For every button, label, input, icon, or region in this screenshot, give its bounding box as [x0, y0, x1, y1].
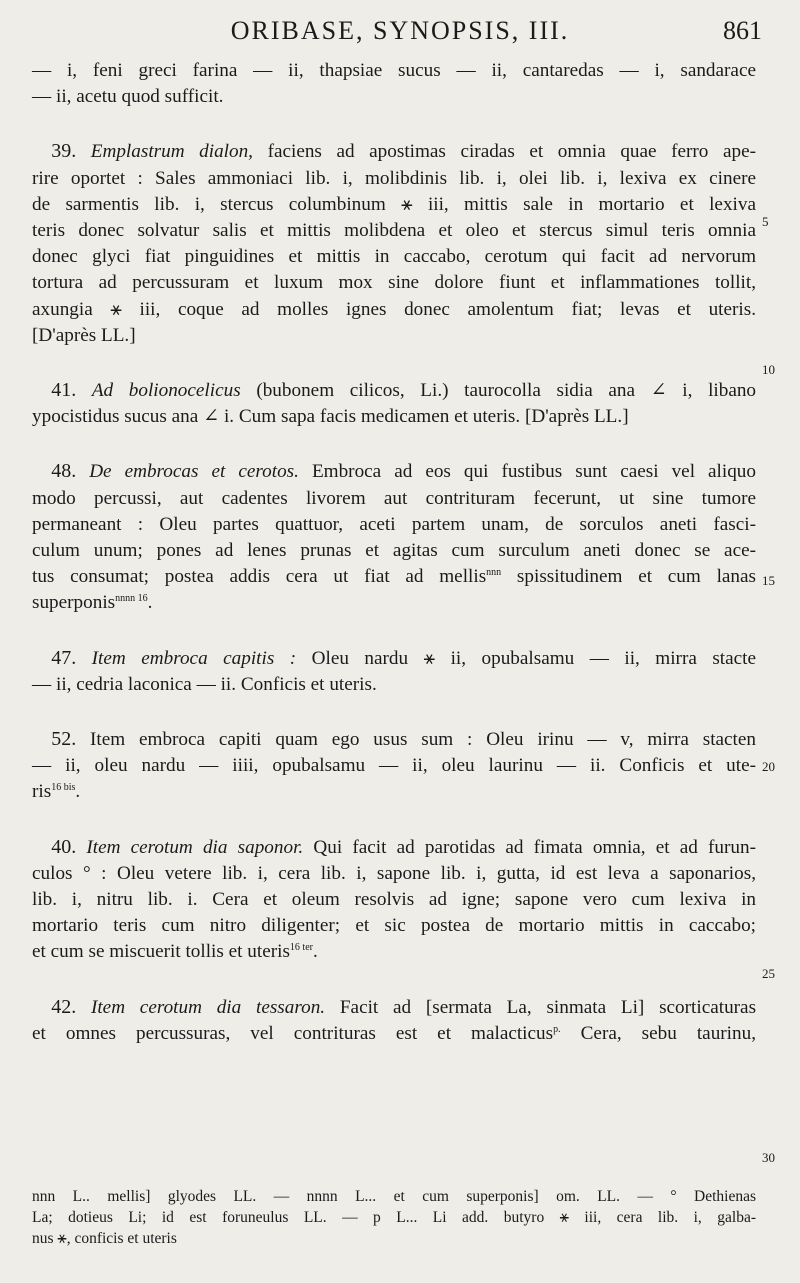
line-number: 5 [762, 214, 769, 229]
recipe-number: 39. [51, 140, 77, 163]
recipe-title: Item cerotum dia saponor. [86, 836, 304, 858]
text-line: teris donec solvatur salis et mittis molibdena et oleo et stercus simul teris omnia [32, 220, 756, 242]
text-line: rire oportet : Sales ammoniaci lib. i, molibdinis lib. i, olei lib. i, lexiva ex cinere [32, 167, 756, 189]
text-line: [D'après LL.] [32, 324, 136, 346]
text-line: spissitudinem et cum lanas [516, 566, 756, 588]
recipe-41 [32, 377, 756, 430]
recipe-number: 40. [51, 835, 77, 858]
recipe-52: 52. Item embroca capiti quam ego usus sum : Oleu irinu — v, mirra stacten — ii, oleu nardu — iiii, opubalsamu — ii, oleu laurinu — ii. Conficis et ute- ris$^{16 bis}$. [32, 728, 757, 803]
text-line: culos ° : Oleu vetere lib. i, cera lib. i, sapone lib. i, gutta, id est leva a saponarios, [32, 862, 756, 884]
text-line: et cum se miscuerit tollis et uteris [32, 941, 290, 963]
footnote-ref: p. [553, 1023, 561, 1035]
page-header [0, 14, 800, 50]
recipe-title: Emplastrum dialon, [90, 141, 253, 163]
footnote-ref: nnn [486, 567, 502, 579]
text-line: faciens ad apostimas ciradas et omnia quae ferro ape- [267, 141, 756, 163]
footnote-line: nus ⚹, conficis et uteris [32, 1230, 177, 1247]
running-title: ORIBASE, SYNOPSIS, III. [230, 16, 570, 45]
text-line: Oleu nardu ⚹ ii, opubalsamu — ii, mirra stacte [311, 647, 757, 669]
recipe-40: 40. Item cerotum dia saponor. Qui facit ad parotidas ad fimata omnia, et ad furun- culos ° : Oleu vetere lib. i, cera lib. i, sapone lib. i, gutta, id est leva a saponarios, lib. i, nitru lib. i. Cera et oleum resolvis ad igne; sapone vero cum lexiva in mortario teris cum nitro diligenter; et sic postea de mortario mittis in caccabo; et cum se miscuerit tollis et uteris$^{16 ter}$. [32, 835, 756, 963]
text-line: — i, feni greci farina — ii, thapsiae sucus — ii, cantaredas — i, sandarace [32, 60, 756, 81]
text-line: et omnes percussuras, vel contrituras est et malacticus [32, 1022, 554, 1044]
page-number: 861 [723, 16, 762, 45]
text-body [32, 58, 756, 1047]
line-number: 15 [762, 573, 775, 588]
recipe-number: 52. [51, 728, 77, 751]
text-line: — ii, oleu nardu — iiii, opubalsamu — ii, oleu laurinu — ii. Conficis et ute- [32, 755, 756, 777]
footnote-ref: nnnn 16 [115, 593, 148, 605]
line-number: 25 [762, 966, 775, 981]
text-line: permaneant : Oleu partes quattuor, aceti partem unam, de sorculos aneti fasci- [32, 513, 756, 535]
text-line: axungia ⚹ iii, coque ad molles ignes donec amolentum fiat; levas et uteris. [32, 298, 756, 320]
text-line: culum unum; pones ad lenes prunas et agitas cum surculum aneti donec se ace- [32, 540, 756, 562]
text-line: ypocistidus sucus ana ∠ i. Cum sapa facis medicamen et uteris. [D'après LL.] [32, 406, 629, 428]
text-line: Cera, sebu taurinu, [580, 1022, 756, 1044]
recipe-39 [32, 138, 756, 349]
recipe-number: 42. [51, 995, 77, 1018]
text-line: modo percussi, aut cadentes livorem aut contrituram fecerunt, ut sine tumore [32, 487, 756, 509]
text-line: Facit ad [sermata La, sinmata Li] scorticaturas [339, 996, 757, 1018]
footnote-line: La; dotieus Li; id est foruneulus LL. — p L... Li add. butyro ⚹ iii, cera lib. i, galba- [32, 1209, 756, 1226]
recipe-number: 47. [51, 646, 77, 669]
text-line: de sarmentis lib. i, stercus columbinum ⚹ iii, mittis sale in mortario et lexiva [32, 193, 756, 215]
line-number: 10 [762, 362, 775, 377]
text-line: — ii, acetu quod sufficit. [32, 86, 224, 108]
text-line: ris [32, 781, 52, 803]
recipe-title: Ad bolionocelicus [91, 380, 241, 402]
text-line: tortura ad percussuram et luxum mox sine dolore fiunt et inflammationes tollit, [32, 272, 756, 294]
recipe-number: 48. [51, 460, 77, 483]
text-line: (bubonem cilicos, Li.) taurocolla sidia ana ∠ i, libano [256, 380, 757, 402]
recipe-42 [32, 994, 756, 1047]
recipe-title: Item cerotum dia tessaron. [90, 996, 326, 1018]
text-line: Qui facit ad parotidas ad fimata omnia, et ad furun- [313, 836, 756, 858]
footnotes [32, 1186, 756, 1249]
text-line: donec glyci fiat pinguidines et mittis in caccabo, cerotum qui facit ad nervorum [32, 246, 756, 268]
line-number: 30 [762, 1150, 775, 1165]
text-line: Embroca ad eos qui fustibus sunt caesi vel aliquo [311, 461, 756, 483]
line-number: 20 [762, 759, 775, 774]
text-line: Item embroca capiti quam ego usus sum : Oleu irinu — v, mirra stacten [90, 729, 757, 751]
footnote-ref: 16 ter [289, 942, 313, 954]
recipe-number: 41. [51, 379, 77, 402]
recipe-47 [32, 645, 756, 698]
text-line: lib. i, nitru lib. i. Cera et oleum resolvis ad igne; sapone vero cum lexiva in [32, 889, 756, 911]
text-line: mortario teris cum nitro diligenter; et sic postea de mortario mittis in caccabo; [32, 915, 756, 937]
recipe-title: Item embroca capitis : [91, 647, 297, 669]
footnote-line: nnn L.. mellis] glyodes LL. — nnnn L... et cum superponis] om. LL. — ° Dethienas [32, 1188, 756, 1205]
intro-paragraph [32, 58, 756, 110]
text-line: — ii, cedria laconica — ii. Conficis et uteris. [32, 673, 377, 695]
text-line: tus consumat; postea addis cera ut fiat ad mellis [32, 566, 487, 588]
footnote-ref: 16 bis [51, 782, 76, 794]
recipe-title: De embrocas et cerotos. [89, 461, 299, 483]
text-line: superponis [32, 592, 116, 614]
recipe-48: 48. De embrocas et cerotos. Embroca ad eos qui fustibus sunt caesi vel aliquo modo percussi, aut cadentes livorem aut contrituram fecerunt, ut sine tumore permaneant : Oleu partes quattuor, aceti partem unam, de sorculos aneti fasci- culum unum; pones ad lenes prunas et agitas cum surculum aneti donec se ace- tus consumat; postea addis cera ut fiat ad mellis$^{nnn}$ spissitudinem et cum lanas superponis$^{nnnn 16}$. [32, 460, 756, 614]
